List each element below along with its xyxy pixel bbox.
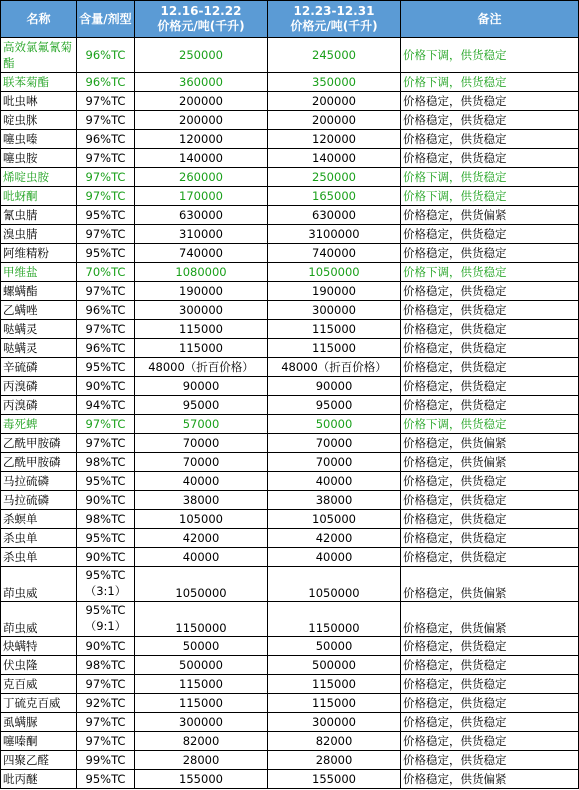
cell-name: 乙酰甲胺磷 bbox=[1, 434, 77, 453]
cell-content: 90%TC bbox=[77, 637, 135, 656]
table-row bbox=[1, 339, 579, 358]
cell-price-period2: 740000 bbox=[268, 244, 401, 263]
cell-price-period1: 70000 bbox=[135, 434, 268, 453]
cell-price-period1: 500000 bbox=[135, 656, 268, 675]
cell-price-period1: 300000 bbox=[135, 713, 268, 732]
cell-note: 价格稳定，供货稳定 bbox=[401, 675, 579, 694]
cell-note: 价格稳定，供货稳定 bbox=[401, 751, 579, 770]
cell-price-period1: 740000 bbox=[135, 244, 268, 263]
table-row bbox=[1, 377, 579, 396]
cell-name: 噻虫胺 bbox=[1, 149, 77, 168]
cell-name: 啶虫脒 bbox=[1, 111, 77, 130]
cell-name: 哒螨灵 bbox=[1, 339, 77, 358]
cell-note: 价格稳定，供货稳定 bbox=[401, 111, 579, 130]
cell-note: 价格稳定，供货稳定 bbox=[401, 320, 579, 339]
header-name: 名称 bbox=[1, 1, 77, 38]
cell-name: 乙螨唑 bbox=[1, 301, 77, 320]
cell-price-period2: 70000 bbox=[268, 453, 401, 472]
cell-note: 价格稳定，供货稳定 bbox=[401, 358, 579, 377]
cell-content: 94%TC bbox=[77, 396, 135, 415]
table-row bbox=[1, 396, 579, 415]
cell-price-period1: 115000 bbox=[135, 675, 268, 694]
cell-note: 价格稳定，供货偏紧 bbox=[401, 770, 579, 789]
cell-price-period1: 310000 bbox=[135, 225, 268, 244]
cell-name: 杀虫单 bbox=[1, 548, 77, 567]
cell-name: 丙溴磷 bbox=[1, 377, 77, 396]
cell-name: 茚虫威 bbox=[1, 602, 77, 637]
cell-name: 高效氯氟氰菊酯 bbox=[1, 38, 77, 73]
cell-note: 价格稳定，供货稳定 bbox=[401, 301, 579, 320]
cell-price-period1: 200000 bbox=[135, 111, 268, 130]
cell-content: 97%TC bbox=[77, 187, 135, 206]
table-row bbox=[1, 320, 579, 339]
cell-note: 价格稳定，供货稳定 bbox=[401, 225, 579, 244]
cell-price-period1: 95000 bbox=[135, 396, 268, 415]
table-row bbox=[1, 656, 579, 675]
table-row bbox=[1, 225, 579, 244]
header-period1-unit: 价格元/吨(千升) bbox=[157, 19, 245, 33]
cell-name: 伏虫隆 bbox=[1, 656, 77, 675]
cell-price-period2: 115000 bbox=[268, 339, 401, 358]
cell-price-period2: 38000 bbox=[268, 491, 401, 510]
cell-name: 哒螨灵 bbox=[1, 320, 77, 339]
table-row bbox=[1, 92, 579, 111]
cell-note: 价格稳定，供货偏紧 bbox=[401, 206, 579, 225]
cell-content: 95%TC bbox=[77, 472, 135, 491]
table-row bbox=[1, 206, 579, 225]
cell-price-period2: 155000 bbox=[268, 770, 401, 789]
cell-price-period1: 120000 bbox=[135, 130, 268, 149]
cell-price-period1: 70000 bbox=[135, 453, 268, 472]
table-row bbox=[1, 548, 579, 567]
table-row bbox=[1, 301, 579, 320]
cell-price-period2: 120000 bbox=[268, 130, 401, 149]
header-content: 含量/剂型 bbox=[77, 1, 135, 38]
cell-content: 95%TC bbox=[77, 770, 135, 789]
cell-name: 吡丙醚 bbox=[1, 770, 77, 789]
table-row bbox=[1, 149, 579, 168]
table-row bbox=[1, 713, 579, 732]
cell-price-period1: 105000 bbox=[135, 510, 268, 529]
cell-name: 炔螨特 bbox=[1, 637, 77, 656]
cell-content: 96%TC bbox=[77, 73, 135, 92]
cell-price-period1: 40000 bbox=[135, 548, 268, 567]
cell-content: 95%TC bbox=[77, 206, 135, 225]
cell-price-period2: 3100000 bbox=[268, 225, 401, 244]
cell-price-period1: 140000 bbox=[135, 149, 268, 168]
cell-name: 乙酰甲胺磷 bbox=[1, 453, 77, 472]
cell-price-period2: 500000 bbox=[268, 656, 401, 675]
cell-price-period1: 630000 bbox=[135, 206, 268, 225]
cell-price-period2: 1050000 bbox=[268, 263, 401, 282]
cell-price-period1: 170000 bbox=[135, 187, 268, 206]
table-row bbox=[1, 434, 579, 453]
cell-name: 马拉硫磷 bbox=[1, 491, 77, 510]
cell-price-period2: 300000 bbox=[268, 713, 401, 732]
cell-name: 丙溴磷 bbox=[1, 396, 77, 415]
cell-name: 毒死蜱 bbox=[1, 415, 77, 434]
cell-content: 90%TC bbox=[77, 377, 135, 396]
table-row bbox=[1, 510, 579, 529]
cell-note: 价格稳定，供货稳定 bbox=[401, 377, 579, 396]
table-row bbox=[1, 111, 579, 130]
header-period2-dates: 12.23-12.31 bbox=[293, 4, 375, 18]
cell-content: 92%TC bbox=[77, 694, 135, 713]
table-row bbox=[1, 453, 579, 472]
cell-price-period1: 38000 bbox=[135, 491, 268, 510]
cell-price-period2: 300000 bbox=[268, 301, 401, 320]
cell-note: 价格稳定，供货稳定 bbox=[401, 656, 579, 675]
table-row bbox=[1, 637, 579, 656]
table-row bbox=[1, 282, 579, 301]
table-row bbox=[1, 732, 579, 751]
cell-price-period1: 57000 bbox=[135, 415, 268, 434]
table-row bbox=[1, 358, 579, 377]
cell-name: 烯啶虫胺 bbox=[1, 168, 77, 187]
cell-content: 97%TC bbox=[77, 434, 135, 453]
cell-content: 95%TC（9:1） bbox=[77, 602, 135, 637]
table-row bbox=[1, 751, 579, 770]
header-period1 bbox=[135, 1, 268, 38]
cell-note: 价格稳定，供货稳定 bbox=[401, 339, 579, 358]
cell-name: 四聚乙醛 bbox=[1, 751, 77, 770]
cell-price-period1: 90000 bbox=[135, 377, 268, 396]
cell-note: 价格稳定，供货稳定 bbox=[401, 510, 579, 529]
cell-price-period2: 630000 bbox=[268, 206, 401, 225]
cell-content: 96%TC bbox=[77, 38, 135, 73]
cell-content: 96%TC bbox=[77, 339, 135, 358]
cell-content: 98%TC bbox=[77, 453, 135, 472]
cell-price-period1: 190000 bbox=[135, 282, 268, 301]
cell-content: 95%TC（3:1） bbox=[77, 567, 135, 602]
cell-price-period2: 115000 bbox=[268, 320, 401, 339]
cell-content: 97%TC bbox=[77, 149, 135, 168]
cell-price-period2: 50000 bbox=[268, 415, 401, 434]
cell-content: 97%TC bbox=[77, 415, 135, 434]
header-note: 备注 bbox=[401, 1, 579, 38]
cell-note: 价格稳定，供货稳定 bbox=[401, 529, 579, 548]
cell-name: 吡蚜酮 bbox=[1, 187, 77, 206]
cell-price-period1: 42000 bbox=[135, 529, 268, 548]
cell-price-period1: 250000 bbox=[135, 38, 268, 73]
cell-price-period2: 48000（折百价格） bbox=[268, 358, 401, 377]
cell-price-period1: 1150000 bbox=[135, 602, 268, 637]
cell-price-period2: 50000 bbox=[268, 637, 401, 656]
cell-note: 价格稳定，供货偏紧 bbox=[401, 602, 579, 637]
cell-content: 97%TC bbox=[77, 92, 135, 111]
cell-content: 96%TC bbox=[77, 130, 135, 149]
table-row bbox=[1, 472, 579, 491]
cell-price-period2: 350000 bbox=[268, 73, 401, 92]
cell-content: 90%TC bbox=[77, 491, 135, 510]
cell-content: 95%TC bbox=[77, 358, 135, 377]
cell-note: 价格稳定，供货稳定 bbox=[401, 92, 579, 111]
cell-content: 95%TC bbox=[77, 244, 135, 263]
cell-price-period2: 190000 bbox=[268, 282, 401, 301]
cell-name: 丁硫克百威 bbox=[1, 694, 77, 713]
cell-name: 螺螨酯 bbox=[1, 282, 77, 301]
cell-price-period2: 40000 bbox=[268, 548, 401, 567]
cell-price-period2: 82000 bbox=[268, 732, 401, 751]
cell-note: 价格下调，供货稳定 bbox=[401, 73, 579, 92]
cell-content: 97%TC bbox=[77, 225, 135, 244]
cell-name: 克百威 bbox=[1, 675, 77, 694]
cell-price-period1: 1080000 bbox=[135, 263, 268, 282]
header-period1-dates: 12.16-12.22 bbox=[160, 4, 242, 18]
cell-price-period2: 95000 bbox=[268, 396, 401, 415]
header-period2 bbox=[268, 1, 401, 38]
cell-name: 氰虫腈 bbox=[1, 206, 77, 225]
cell-price-period2: 115000 bbox=[268, 694, 401, 713]
cell-content: 97%TC bbox=[77, 111, 135, 130]
cell-price-period1: 155000 bbox=[135, 770, 268, 789]
cell-price-period2: 115000 bbox=[268, 675, 401, 694]
cell-price-period2: 90000 bbox=[268, 377, 401, 396]
cell-content: 99%TC bbox=[77, 751, 135, 770]
table-row bbox=[1, 675, 579, 694]
table-row bbox=[1, 694, 579, 713]
table-row bbox=[1, 770, 579, 789]
cell-price-period2: 70000 bbox=[268, 434, 401, 453]
cell-content: 97%TC bbox=[77, 713, 135, 732]
cell-content: 98%TC bbox=[77, 656, 135, 675]
cell-price-period1: 82000 bbox=[135, 732, 268, 751]
cell-price-period1: 300000 bbox=[135, 301, 268, 320]
cell-name: 溴虫腈 bbox=[1, 225, 77, 244]
cell-note: 价格稳定，供货稳定 bbox=[401, 282, 579, 301]
cell-name: 虱螨脲 bbox=[1, 713, 77, 732]
cell-name: 杀螟单 bbox=[1, 510, 77, 529]
cell-price-period2: 200000 bbox=[268, 92, 401, 111]
cell-content: 90%TC bbox=[77, 548, 135, 567]
cell-content: 95%TC bbox=[77, 529, 135, 548]
table-row bbox=[1, 187, 579, 206]
table-body bbox=[1, 38, 579, 789]
cell-note: 价格稳定，供货稳定 bbox=[401, 694, 579, 713]
table-row bbox=[1, 415, 579, 434]
table-header bbox=[1, 1, 579, 38]
cell-name: 联苯菊酯 bbox=[1, 73, 77, 92]
cell-content: 97%TC bbox=[77, 732, 135, 751]
cell-price-period2: 1050000 bbox=[268, 567, 401, 602]
cell-content: 70%TC bbox=[77, 263, 135, 282]
table-row bbox=[1, 491, 579, 510]
cell-note: 价格稳定，供货稳定 bbox=[401, 149, 579, 168]
cell-content: 97%TC bbox=[77, 675, 135, 694]
cell-name: 噻嗪酮 bbox=[1, 732, 77, 751]
cell-price-period2: 40000 bbox=[268, 472, 401, 491]
cell-note: 价格稳定，供货稳定 bbox=[401, 713, 579, 732]
cell-note: 价格稳定，供货稳定 bbox=[401, 491, 579, 510]
cell-note: 价格稳定，供货稳定 bbox=[401, 637, 579, 656]
table-row bbox=[1, 529, 579, 548]
cell-content: 97%TC bbox=[77, 168, 135, 187]
cell-price-period2: 1150000 bbox=[268, 602, 401, 637]
cell-note: 价格稳定，供货偏紧 bbox=[401, 567, 579, 602]
cell-name: 辛硫磷 bbox=[1, 358, 77, 377]
cell-content: 98%TC bbox=[77, 510, 135, 529]
cell-price-period1: 28000 bbox=[135, 751, 268, 770]
cell-note: 价格稳定，供货稳定 bbox=[401, 130, 579, 149]
table-row bbox=[1, 168, 579, 187]
table-row bbox=[1, 567, 579, 602]
cell-price-period2: 200000 bbox=[268, 111, 401, 130]
cell-price-period1: 48000（折百价格） bbox=[135, 358, 268, 377]
cell-price-period1: 50000 bbox=[135, 637, 268, 656]
cell-price-period1: 260000 bbox=[135, 168, 268, 187]
cell-price-period1: 200000 bbox=[135, 92, 268, 111]
table-row bbox=[1, 263, 579, 282]
cell-price-period2: 105000 bbox=[268, 510, 401, 529]
cell-note: 价格稳定，供货稳定 bbox=[401, 396, 579, 415]
cell-name: 噻虫嗪 bbox=[1, 130, 77, 149]
cell-price-period1: 115000 bbox=[135, 339, 268, 358]
cell-note: 价格下调，供货稳定 bbox=[401, 263, 579, 282]
cell-name: 阿维精粉 bbox=[1, 244, 77, 263]
cell-note: 价格稳定，供货偏紧 bbox=[401, 434, 579, 453]
table-row bbox=[1, 73, 579, 92]
cell-note: 价格稳定，供货稳定 bbox=[401, 244, 579, 263]
cell-name: 吡虫啉 bbox=[1, 92, 77, 111]
cell-note: 价格下调，供货稳定 bbox=[401, 187, 579, 206]
cell-note: 价格下调，供货稳定 bbox=[401, 168, 579, 187]
cell-content: 97%TC bbox=[77, 320, 135, 339]
cell-price-period2: 165000 bbox=[268, 187, 401, 206]
table-row bbox=[1, 38, 579, 73]
cell-price-period1: 1050000 bbox=[135, 567, 268, 602]
table-row bbox=[1, 244, 579, 263]
cell-content: 96%TC bbox=[77, 301, 135, 320]
cell-content: 97%TC bbox=[77, 282, 135, 301]
cell-note: 价格下调，供货稳定 bbox=[401, 415, 579, 434]
cell-note: 价格稳定，供货偏紧 bbox=[401, 453, 579, 472]
cell-price-period2: 28000 bbox=[268, 751, 401, 770]
cell-price-period1: 360000 bbox=[135, 73, 268, 92]
cell-price-period2: 250000 bbox=[268, 168, 401, 187]
cell-name: 杀虫单 bbox=[1, 529, 77, 548]
cell-price-period1: 40000 bbox=[135, 472, 268, 491]
cell-price-period2: 42000 bbox=[268, 529, 401, 548]
cell-price-period2: 245000 bbox=[268, 38, 401, 73]
table-row bbox=[1, 130, 579, 149]
table-row bbox=[1, 602, 579, 637]
cell-price-period1: 115000 bbox=[135, 320, 268, 339]
cell-name: 甲维盐 bbox=[1, 263, 77, 282]
cell-name: 茚虫威 bbox=[1, 567, 77, 602]
cell-price-period1: 115000 bbox=[135, 694, 268, 713]
cell-note: 价格稳定，供货稳定 bbox=[401, 548, 579, 567]
cell-name: 马拉硫磷 bbox=[1, 472, 77, 491]
header-period2-unit: 价格元/吨(千升) bbox=[290, 19, 378, 33]
cell-note: 价格下调，供货稳定 bbox=[401, 38, 579, 73]
cell-price-period2: 140000 bbox=[268, 149, 401, 168]
cell-note: 价格稳定，供货稳定 bbox=[401, 732, 579, 751]
cell-note: 价格稳定，供货稳定 bbox=[401, 472, 579, 491]
